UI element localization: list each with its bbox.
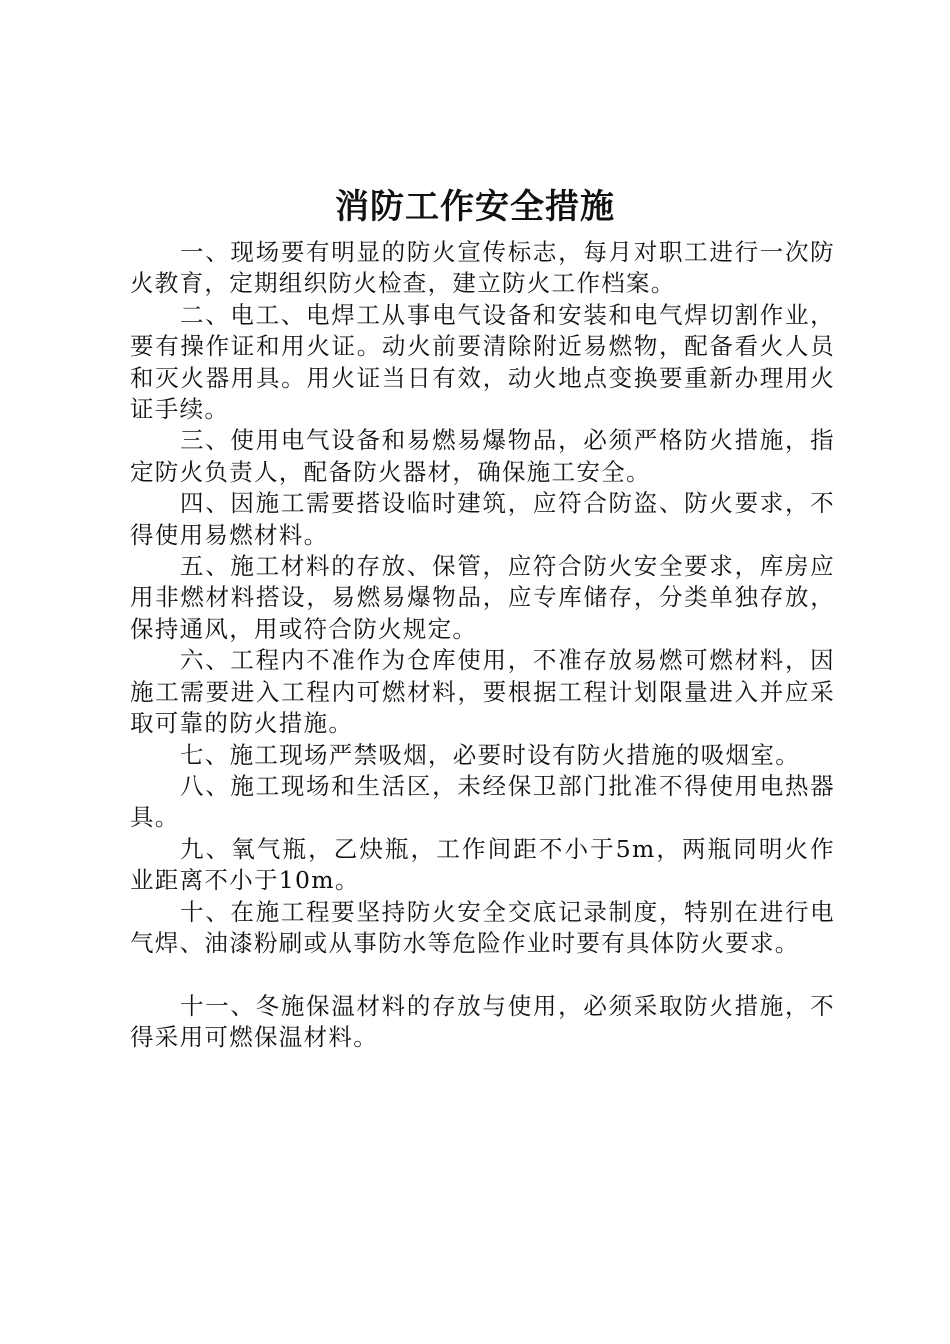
paragraph-4: 四、因施工需要搭设临时建筑，应符合防盗、防火要求，不得使用易燃材料。 [130,489,835,549]
paragraph-9: 九、氧气瓶，乙炔瓶，工作间距不小于5m，两瓶同明火作业距离不小于10m。 [130,834,835,895]
paragraph-8: 八、施工现场和生活区，未经保卫部门批准不得使用电热器具。 [130,771,835,832]
paragraph-7: 七、施工现场严禁吸烟，必要时设有防火措施的吸烟室。 [180,740,800,769]
document-body [130,237,835,1054]
paragraph-11: 十一、冬施保温材料的存放与使用，必须采取防火措施，不得采用可燃保温材料。 [130,991,835,1052]
paragraph-2: 二、电工、电焊工从事电气设备和安装和电气焊切割作业，要有操作证和用火证。动火前要清除附近易燃物，配备看火人员和灭火器用具。用火证当日有效，动火地点变换要重新办理用火证手续。 [130,300,835,424]
paragraph-10: 十、在施工程要坚持防火安全交底记录制度，特别在进行电气焊、油漆粉刷或从事防水等危险作业时要有具体防火要求。 [130,897,835,957]
paragraph-1: 一、现场要有明显的防火宣传标志，每月对职工进行一次防火教育，定期组织防火检查，建立防火工作档案。 [130,238,835,298]
paragraph-3: 三、使用电气设备和易燃易爆物品，必须严格防火措施，指定防火负责人，配备防火器材，确保施工安全。 [130,426,835,486]
paragraph-5: 五、施工材料的存放、保管，应符合防火安全要求，库房应用非燃材料搭设，易燃易爆物品，应专库储存，分类单独存放，保持通风，用或符合防火规定。 [130,552,835,643]
document-title: 消防工作安全措施 [335,187,615,227]
paragraph-6: 六、工程内不准作为仓库使用，不准存放易燃可燃材料，因施工需要进入工程内可燃材料，要根据工程计划限量进入并应采取可靠的防火措施。 [130,646,835,738]
